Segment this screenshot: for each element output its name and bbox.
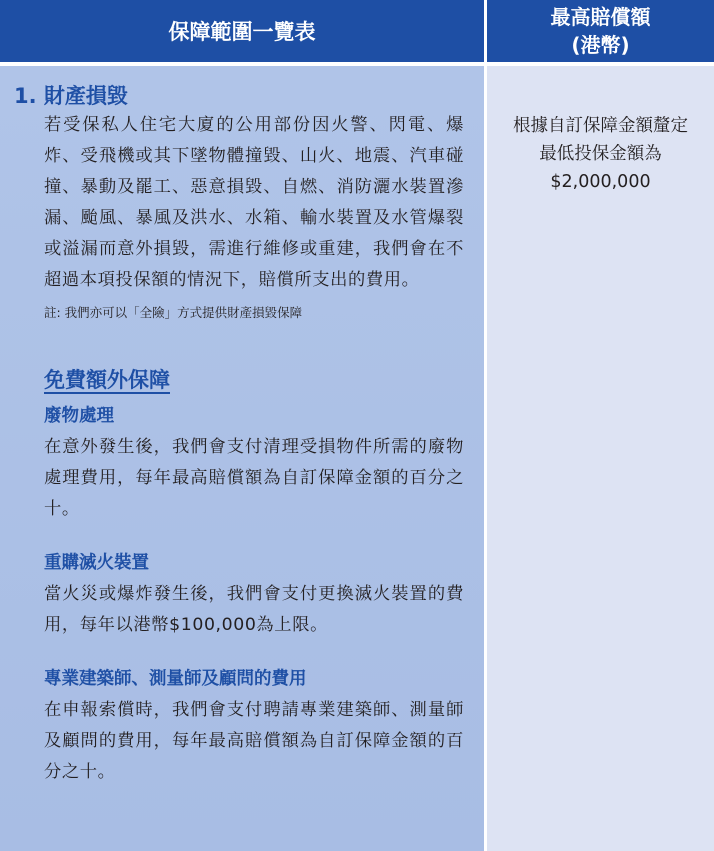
compensation-line1: 根據自訂保障金額釐定: [513, 116, 688, 136]
compensation-amount: $2,000,000: [550, 172, 651, 192]
section-property-damage-title: 1. 財產損毀: [14, 84, 128, 108]
fire-equipment-title: 重購滅火裝置: [44, 553, 149, 573]
fire-equipment-body: 當火災或爆炸發生後，我們會支付更換滅火裝置的費用，每年以港幣$100,000為上限。: [44, 584, 464, 635]
header-max-compensation: [487, 0, 714, 62]
header-right-title-line1: 最高賠償額: [550, 5, 651, 29]
header-coverage-summary: [0, 0, 484, 62]
section-property-damage-note: 註: 我們亦可以「全險」方式提供財產損毀保障: [44, 305, 303, 320]
debris-removal-title: 廢物處理: [44, 406, 114, 426]
section-property-damage-body: 若受保私人住宅大廈的公用部份因火警、閃電、爆炸、受飛機或其下墜物體撞毀、山火、地震、汽車碰撞、暴動及罷工、惡意損毀、自燃、消防灑水裝置滲漏、颱風、暴風及洪水、水箱、輸水裝置及水管爆裂或溢漏而意外損毀，需進行維修或重建，我們會在不超過本項投保額的情況下，賠償所支出的費用。: [44, 115, 464, 290]
compensation-column: [487, 66, 714, 851]
debris-removal-body: 在意外發生後，我們會支付清理受損物件所需的廢物處理費用，每年最高賠償額為自訂保障金額的百分之十。: [44, 437, 464, 519]
coverage-details-column: [0, 66, 484, 851]
compensation-text: [487, 112, 714, 196]
header-left-title: 保障範圍一覽表: [168, 20, 316, 44]
compensation-line2: 最低投保金額為: [539, 144, 662, 164]
professional-fees-body: 在申報索償時，我們會支付聘請專業建築師、測量師及顧問的費用，每年最高賠償額為自訂保障金額的百分之十。: [44, 700, 464, 782]
header-right-title-line2: (港幣): [571, 33, 630, 57]
professional-fees-title: 專業建築師、測量師及顧問的費用: [44, 669, 307, 689]
free-extra-cover-title: 免費額外保障: [44, 368, 170, 392]
